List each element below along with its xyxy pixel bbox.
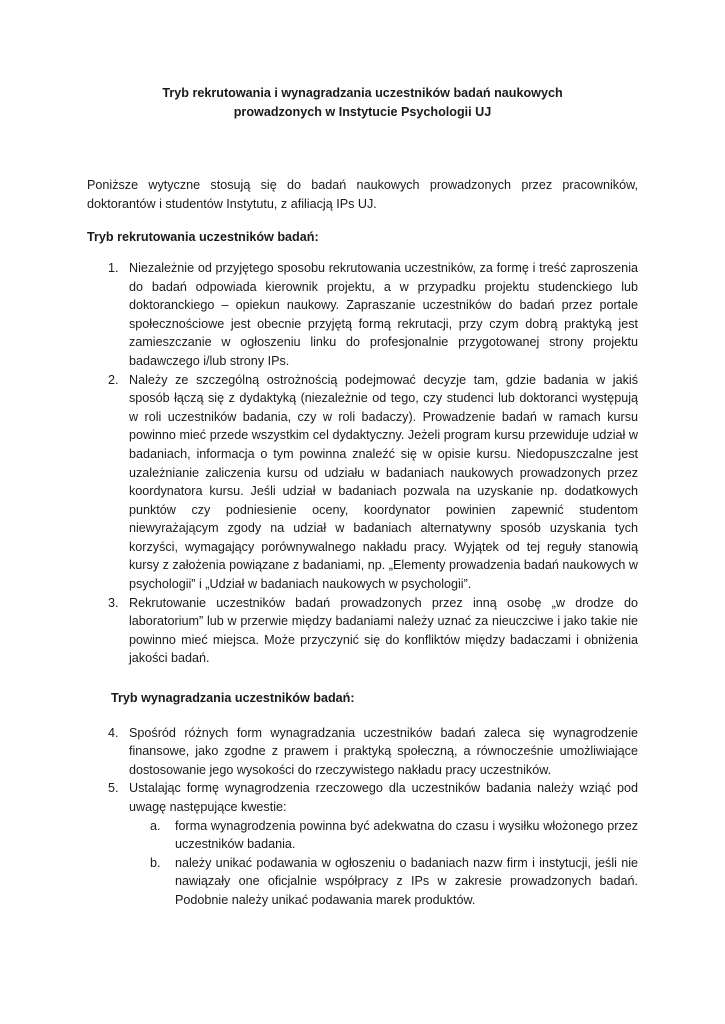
title-line-1: Tryb rekrutowania i wynagradzania uczestników badań naukowych [162,86,563,100]
sub-list-item [129,817,638,854]
list-item-number: 4. [108,725,119,740]
recruitment-list [87,259,638,668]
list-item [87,779,638,909]
list-item-text: Spośród różnych form wynagradzania uczestników badań zaleca się wynagrodzenie finansowe, jako zgodne z prawem i praktyką społeczną, a równocześnie umożliwiające dostosowanie jego wysokości do rzeczywistego nakładu pracy uczestników. [129,725,638,777]
sub-list [129,817,638,910]
compensation-list [87,724,638,910]
list-item [87,724,638,780]
list-item-text: Rekrutowanie uczestników badań prowadzonych przez inną osobę „w drodze do laboratorium” lub w przerwie między badaniami należy uznać za nieuczciwe i jako takie nie powinno mieć miejsca. Może przyczynić się do konfliktów między badaczami i obniżenia jakości badań. [129,595,638,666]
title-line-2: prowadzonych w Instytucie Psychologii UJ [233,104,492,119]
list-item [87,371,638,594]
list-item-number: 2. [108,372,119,387]
sub-list-item-letter: a. [150,818,161,833]
sub-list-item-letter: b. [150,855,161,870]
list-item-text: Niezależnie od przyjętego sposobu rekrutowania uczestników, za formę i treść zaproszenia do badań odpowiada kierownik projektu, a w przypadku projektu studenckiego lub doktoranckiego – opiekun naukowy. Zapraszanie uczestników do badań przez portale społecznościowe jest obecnie przyjętą formą rekrutacji, przy czym dobrą praktyką jest zamieszczanie w ogłoszeniu linku do profesjonalnie przygotowanej strony projektu badawczego i/lub strony IPs. [129,260,638,368]
list-item [87,259,638,371]
list-item-number: 5. [108,781,119,796]
intro-paragraph: Poniższe wytyczne stosują się do badań naukowych prowadzonych przez pracowników, doktorantów i studentów Instytutu, z afiliacją IPs UJ. [87,178,638,211]
list-item [87,594,638,668]
section-heading-compensation: Tryb wynagradzania uczestników badań: [111,691,355,706]
list-item-number: 1. [108,260,119,275]
list-item-number: 3. [108,595,119,610]
sub-list-item-text: należy unikać podawania w ogłoszeniu o badaniach nazw firm i instytucji, jeśli nie nawiązały one oficjalnie współpracy z IPs w zakresie prowadzonych badań. Podobnie należy unikać podawania marek produktów. [175,855,638,907]
list-item-text: Należy ze szczególną ostrożnością podejmować decyzje tam, gdzie badania w jakiś sposób łączą się z dydaktyką (niezależnie od tego, czy studenci lub doktoranci występują w roli uczestników badania, czy w roli badaczy). Prowadzenie badań w ramach kursu powinno mieć przede wszystkim cel dydaktyczny. Jeżeli program kursu przewiduje udział w badaniach, informacja o tym powinna znaleźć się w opisie kursu. Niedopuszczalne jest uzależnianie zaliczenia kursu od udziału w badaniach naukowych prowadzonych przez koordynatora kursu. Jeśli udział w badaniach pozwala na uzyskanie np. dodatkowych punktów czy podniesienie oceny, koordynator powinien zapewnić studentom niewyrażającym zgody na udział w badaniach alternatywny sposób uzyskania tych korzyści, wymagający porównywalnego nakładu pracy. Wyjątek od tej reguły stanowią kursy z założenia powiązane z badaniami, np. „Elementy prowadzenia badań naukowych w psychologii” i „Udział w badaniach naukowych w psychologii”. [129,372,638,592]
document-title [87,84,638,121]
list-item-text: Ustalając formę wynagrodzenia rzeczowego dla uczestników badania należy wziąć pod uwagę następujące kwestie: [129,781,638,814]
sub-list-item [129,854,638,910]
sub-list-item-text: forma wynagrodzenia powinna być adekwatna do czasu i wysiłku włożonego przez uczestników badania. [175,818,638,852]
section-heading-recruitment: Tryb rekrutowania uczestników badań: [87,230,319,245]
